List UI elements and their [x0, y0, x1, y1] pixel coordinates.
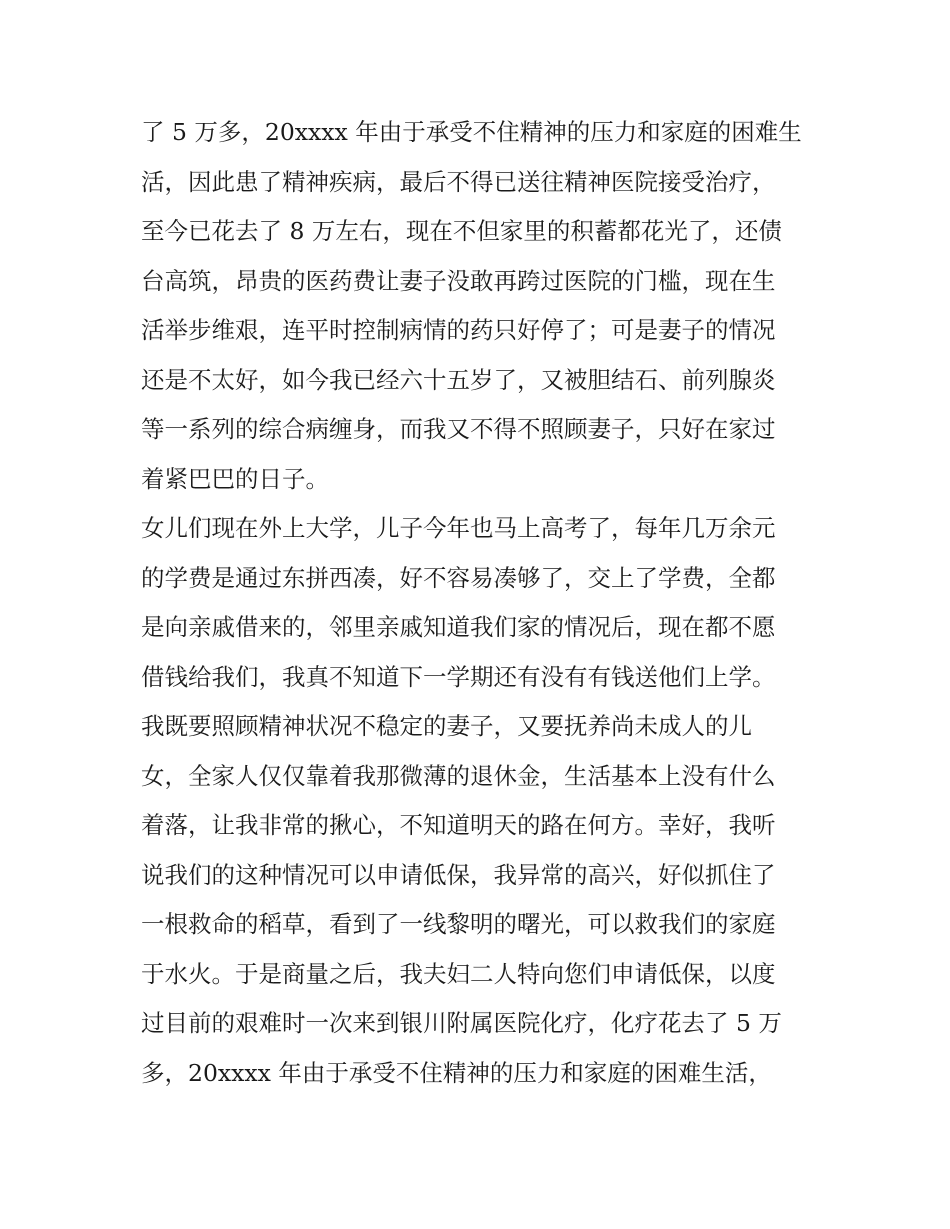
text-line: 还是不太好，如今我已经六十五岁了，又被胆结石、前列腺炎	[141, 365, 776, 394]
text-line: 女儿们现在外上大学，儿子今年也马上高考了，每年几万余元	[141, 514, 776, 542]
text-line: 我既要照顾精神状况不稳定的妻子，又要抚养尚未成人的儿	[141, 712, 752, 740]
text-line: 一根救命的稻草，看到了一线黎明的曙光，可以救我们的家庭	[141, 910, 776, 938]
text-line: 着紧巴巴的日子。	[141, 464, 329, 493]
text-line: 过目前的艰难时一次来到银川附属医院化疗，化疗花去了 5 万	[141, 1009, 782, 1037]
text-line: 活举步维艰，连平时控制病情的药只好停了；可是妻子的情况	[141, 316, 776, 344]
text-line: 活，因此患了精神疾病，最后不得已送往精神医院接受治疗，	[141, 167, 776, 196]
text-line: 说我们的这种情况可以申请低保，我异常的高兴，好似抓住了	[141, 860, 776, 889]
text-line: 等一系列的综合病缠身，而我又不得不照顾妻子，只好在家过	[141, 415, 776, 443]
text-line: 女，全家人仅仅靠着我那微薄的退休金，生活基本上没有什么	[141, 761, 776, 790]
body-text	[141, 108, 821, 1098]
text-line: 的学费是通过东拼西凑，好不容易凑够了，交上了学费，全都	[141, 563, 776, 592]
text-line: 至今已花去了 8 万左右，现在不但家里的积蓄都花光了，还债	[141, 217, 782, 245]
text-line: 着落，让我非常的揪心，不知道明天的路在何方。幸好，我听	[141, 811, 776, 839]
text-line: 多，20xxxx 年由于承受不住精神的压力和家庭的困难生活，	[141, 1058, 772, 1087]
text-line: 借钱给我们，我真不知道下一学期还有没有有钱送他们上学。	[141, 662, 776, 691]
text-line: 于水火。于是商量之后，我夫妇二人特向您们申请低保，以度	[141, 959, 776, 988]
text-line: 了 5 万多，20xxxx 年由于承受不住精神的压力和家庭的困难生	[141, 118, 802, 146]
text-line: 台高筑，昂贵的医药费让妻子没敢再跨过医院的门槛，现在生	[141, 266, 776, 295]
text-line: 是向亲戚借来的，邻里亲戚知道我们家的情况后，现在都不愿	[141, 613, 776, 641]
